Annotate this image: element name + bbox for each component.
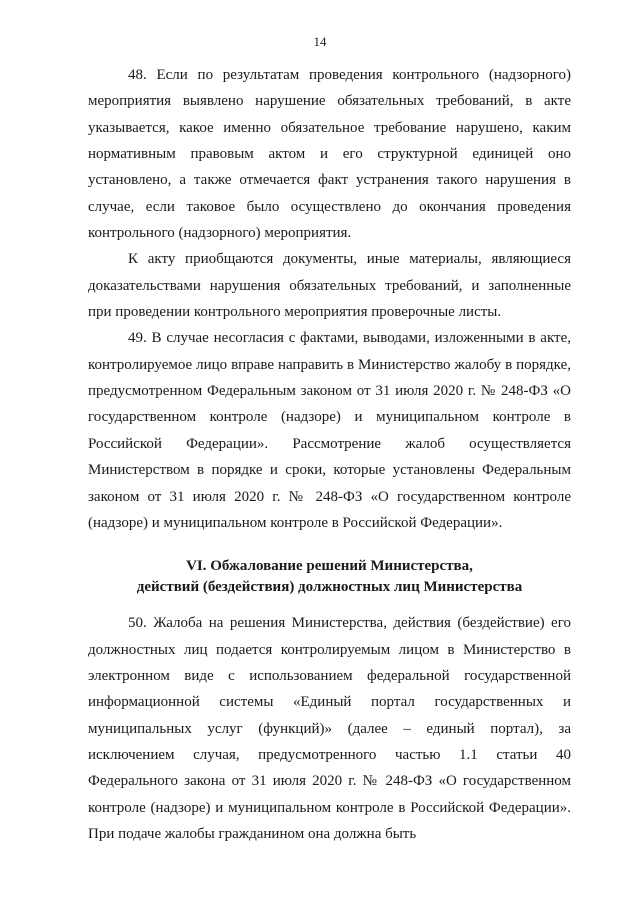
- section-heading-line-1: VI. Обжалование решений Министерства,: [186, 558, 473, 575]
- paragraph-act-attachments: К акту приобщаются документы, иные материалы, являющиеся доказательствами нарушения обязательных требований, и заполненные при проведении контрольного мероприятия проверочные листы.: [88, 251, 571, 321]
- paragraph-48: 48. Если по результатам проведения контрольного (надзорного) мероприятия выявлено нарушение обязательных требований, в акте указывается, какое именно обязательное требование нарушено, каким нормативным правовым актом и его структурной единицей оно установлено, а также отмечается факт устранения такого нарушения в случае, если таковое было осуществлено до окончания проведения контрольного (надзорного) мероприятия.: [88, 67, 571, 242]
- section-heading-line-2: действий (бездействия) должностных лиц Министерства: [136, 579, 523, 596]
- section-heading: [88, 556, 571, 598]
- paragraph-49: 49. В случае несогласия с фактами, выводами, изложенными в акте, контролируемое лицо вправе направить в Министерство жалобу в порядке, предусмотренном Федеральным законом от 31 июля 2020 г. № 248-ФЗ «О государственном контроле (надзоре) и муниципальном контроле в Российской Федерации». Рассмотрение жалоб осуществляется Министерством в порядке и сроки, которые установлены Федеральным законом от 31 июля 2020 г. № 248-ФЗ «О государственном контроле (надзоре) и муниципальном контроле в Российской Федерации».: [88, 330, 571, 531]
- paragraph-50: 50. Жалоба на решения Министерства, действия (бездействие) его должностных лиц подается контролируемым лицом в Министерство в электронном виде с использованием федеральной государственной информационной системы «Единый портал государственных и муниципальных услуг (функций)» (далее – единый портал), за исключением случая, предусмотренного частью 1.1 статьи 40 Федерального закона от 31 июля 2020 г. № 248-ФЗ «О государственном контроле (надзоре) и муниципальном контроле в Российской Федерации». При подаче жалобы гражданином она должна быть: [88, 615, 571, 842]
- page-number: 14: [313, 34, 327, 49]
- page-content: [88, 62, 571, 847]
